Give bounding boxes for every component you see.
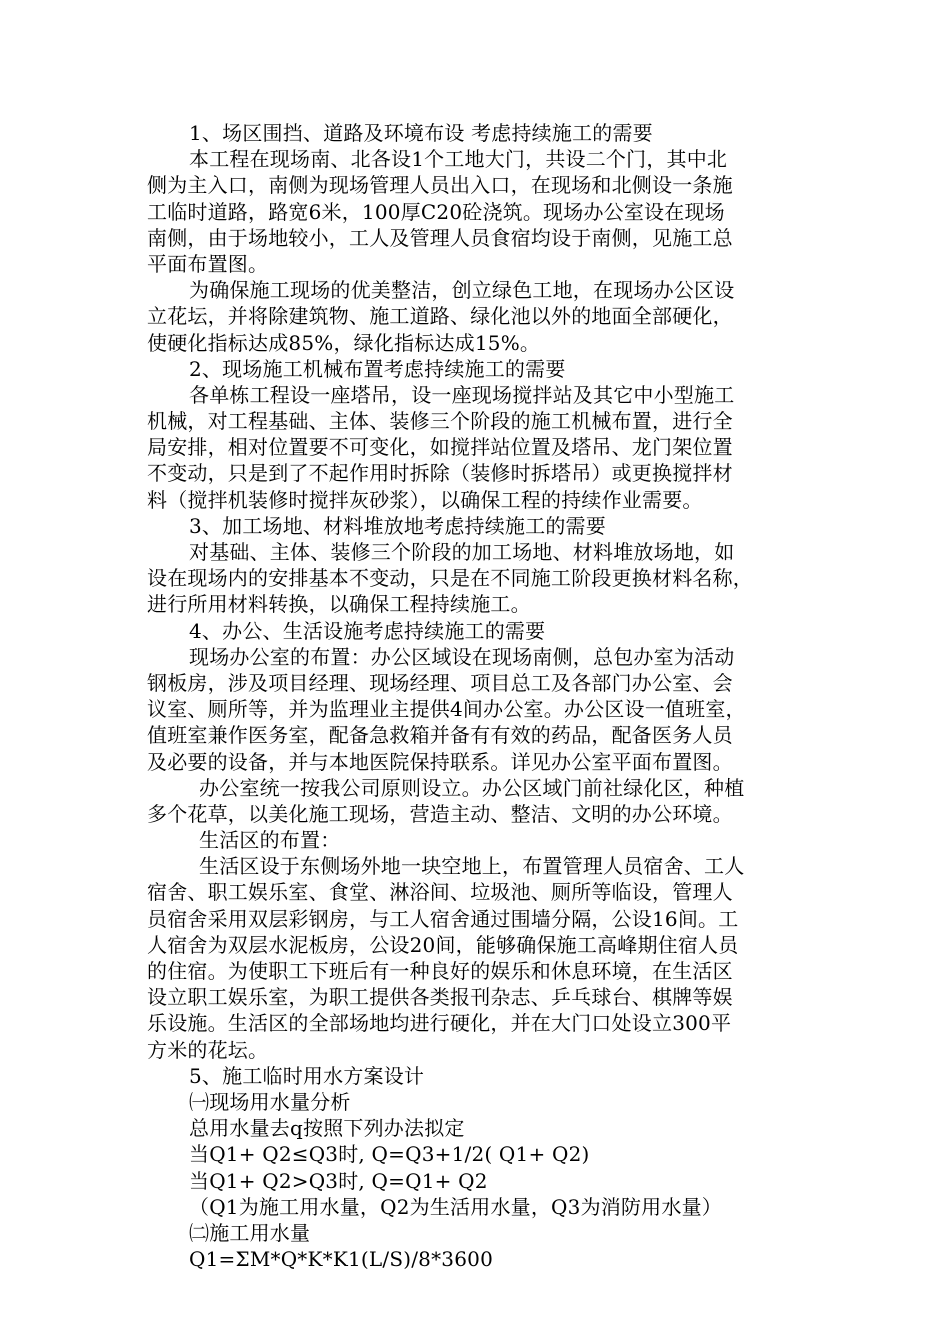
subheading-living-area: 生活区的布置： bbox=[199, 828, 341, 853]
paragraph-line: 南侧，由于场地较小，工人及管理人员食宿均设于南侧，见施工总 bbox=[147, 225, 733, 250]
document-page bbox=[147, 120, 807, 1272]
paragraph-line: 侧为主入口，南侧为现场管理人员出入口，在现场和北侧设一条施 bbox=[147, 173, 733, 198]
subheading-construction-water: ㈡施工用水量 bbox=[189, 1220, 311, 1245]
paragraph-line: 生活区设于东侧场外地一块空地上，布置管理人员宿舍、工人 bbox=[199, 854, 745, 879]
paragraph-line: 进行所用材料转换，以确保工程持续施工。 bbox=[147, 592, 531, 617]
paragraph-line: 议室、厕所等，并为监理业主提供4间办公室。办公区设一值班室， bbox=[147, 697, 746, 722]
paragraph-line: 使硬化指标达成85%，绿化指标达成15%。 bbox=[147, 330, 541, 355]
paragraph-line: 为确保施工现场的优美整洁，创立绿色工地，在现场办公区设 bbox=[189, 278, 735, 303]
paragraph-line: 及必要的设备，并与本地医院保持联系。详见办公室平面布置图。 bbox=[147, 749, 733, 774]
paragraph-line: 局安排，相对位置要不可变化，如搅拌站位置及塔吊、龙门架位置 bbox=[147, 435, 733, 460]
paragraph-line: 对基础、主体、装修三个阶段的加工场地、材料堆放场地，如 bbox=[189, 540, 735, 564]
paragraph-line: 的住宿。为使职工下班后有一种良好的娱乐和休息环境，在生活区 bbox=[147, 959, 733, 983]
paragraph-line: 值班室兼作医务室，配备急救箱并备有有效的药品，配备医务人员 bbox=[147, 723, 733, 748]
paragraph-line: 机械，对工程基础、主体、装修三个阶段的施工机械布置，进行全 bbox=[147, 409, 733, 434]
paragraph-line: 乐设施。生活区的全部场地均进行硬化，并在大门口处设立300平 bbox=[147, 1011, 732, 1036]
formula-note: （Q1为施工用水量，Q2为生活用水量，Q3为消防用水量） bbox=[189, 1194, 722, 1219]
section-heading-5: 5、施工临时用水方案设计 bbox=[189, 1063, 425, 1088]
paragraph-line: 办公室统一按我公司原则设立。办公区域门前社绿化区，种植 bbox=[199, 775, 745, 800]
paragraph-line: 本工程在现场南、北各设1个工地大门，共设二个门，其中北 bbox=[189, 147, 728, 172]
formula-line: Q1=ΣM*Q*K*K1(L/S)/8*3600 bbox=[189, 1247, 493, 1272]
paragraph-line: 各单栋工程设一座塔吊，设一座现场搅拌站及其它中小型施工 bbox=[189, 382, 735, 407]
paragraph-line: 设立职工娱乐室，为职工提供各类报刊杂志、乒乓球台、棋牌等娱 bbox=[147, 985, 733, 1010]
section-heading-2: 2、现场施工机械布置考虑持续施工的需要 bbox=[189, 356, 566, 381]
paragraph-line: 不变动，只是到了不起作用时拆除（装修时拆塔吊）或更换搅拌材 bbox=[147, 461, 733, 486]
section-heading-4: 4、办公、生活设施考虑持续施工的需要 bbox=[189, 618, 546, 643]
subheading-water-analysis: ㈠现场用水量分析 bbox=[189, 1089, 351, 1114]
section-heading-1: 1、场区围挡、道路及环境布设 考虑持续施工的需要 bbox=[189, 121, 653, 145]
section-heading-3: 3、加工场地、材料堆放地考虑持续施工的需要 bbox=[189, 513, 606, 538]
paragraph-line: 立花坛，并将除建筑物、施工道路、绿化池以外的地面全部硬化， bbox=[147, 304, 733, 329]
paragraph-line: 平面布置图。 bbox=[147, 251, 269, 276]
paragraph-line: 方米的花坛。 bbox=[147, 1037, 269, 1062]
paragraph-line: 料（搅拌机装修时搅拌灰砂浆），以确保工程的持续作业需要。 bbox=[147, 487, 703, 512]
paragraph-line: 多个花草，以美化施工现场，营造主动、整洁、文明的办公环境。 bbox=[147, 801, 733, 826]
paragraph-line: 工临时道路，路宽6米，100厚C20砼浇筑。现场办公室设在现场 bbox=[147, 199, 725, 224]
paragraph-line: 设在现场内的安排基本不变动，只是在不同施工阶段更换材料名称， bbox=[147, 566, 753, 591]
paragraph-line: 人宿舍为双层水泥板房，公设20间，能够确保施工高峰期住宿人员 bbox=[147, 932, 739, 957]
formula-line: 当Q1+ Q2≤Q3时, Q=Q3+1/2( Q1+ Q2) bbox=[189, 1142, 590, 1167]
formula-line: 当Q1+ Q2>Q3时, Q=Q1+ Q2 bbox=[189, 1168, 488, 1193]
paragraph-line: 总用水量去q按照下列办法拟定 bbox=[189, 1116, 465, 1141]
paragraph-line: 现场办公室的布置：办公区域设在现场南侧，总包办室为活动 bbox=[189, 644, 735, 669]
paragraph-line: 员宿舍采用双层彩钢房，与工人宿舍通过围墙分隔，公设16间。工 bbox=[147, 906, 739, 931]
paragraph-line: 宿舍、职工娱乐室、食堂、淋浴间、垃圾池、厕所等临设，管理人 bbox=[147, 880, 733, 905]
paragraph-line: 钢板房，涉及项目经理、现场经理、项目总工及各部门办公室、会 bbox=[147, 670, 733, 695]
